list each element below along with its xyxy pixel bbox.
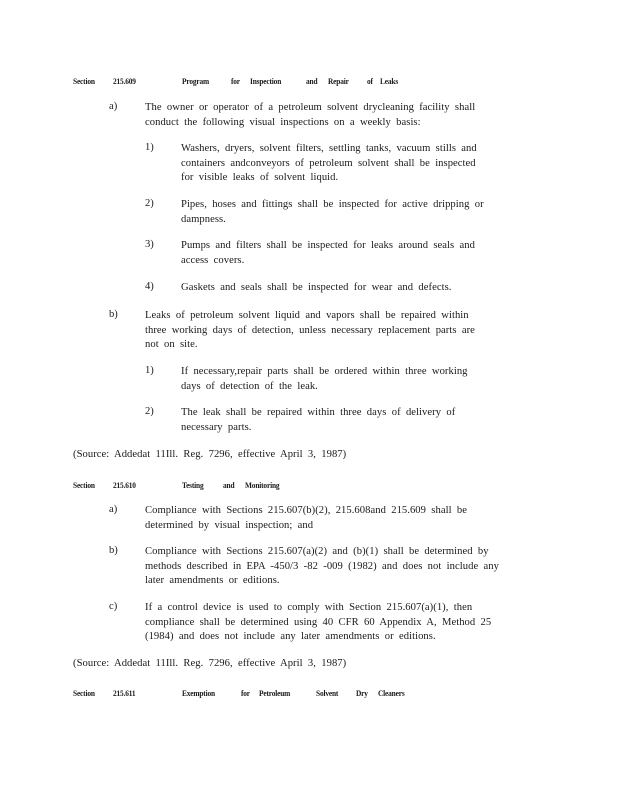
item-text: Pipes, hoses and fittings shall be inspected for active dripping or dampness.: [181, 199, 484, 225]
section-label: Section: [73, 480, 95, 490]
section-label: Section: [73, 76, 95, 86]
section-number: 215.609: [113, 76, 136, 86]
item-number: 1): [145, 365, 154, 376]
subsection-label: c): [109, 601, 118, 612]
subsection-text: Compliance with Sections 215.607(a)(2) and (b)(1) shall be determined by methods described in EPA -450/3 -82 -009 (1982) and does not include any later amendments or editions.: [145, 546, 499, 586]
section-title-word: Dry: [356, 688, 368, 698]
section-title-word: and: [306, 76, 318, 86]
section-number: 215.610: [113, 480, 136, 490]
item-number: 2): [145, 198, 154, 209]
section-title-word: for: [241, 688, 250, 698]
item-number: 4): [145, 281, 154, 292]
section-number: 215.611: [113, 688, 136, 698]
subsection-label: b): [109, 545, 118, 556]
subsection-text: The owner or operator of a petroleum solvent drycleaning facility shall conduct the following visual inspections on a weekly basis:: [145, 102, 476, 128]
section-title-word: Solvent: [316, 688, 339, 698]
subsection-label: b): [109, 309, 118, 320]
section-title-word: Cleaners: [378, 688, 405, 698]
item-text: The leak shall be repaired within three days of delivery of necessary parts.: [181, 407, 456, 433]
item-number: 1): [145, 142, 154, 153]
item-number: 3): [145, 239, 154, 250]
subsection-text: Compliance with Sections 215.607(b)(2), 215.608and 215.609 shall be determined by visual inspection; and: [145, 505, 467, 531]
section-title-word: of: [367, 76, 373, 86]
source-citation: (Source: Addedat 11Ill. Reg. 7296, effective April 3, 1987): [73, 449, 347, 460]
section-title-word: and: [223, 480, 235, 490]
section-title-word: Petroleum: [259, 688, 291, 698]
item-text: Pumps and filters shall be inspected for leaks around seals and access covers.: [181, 240, 475, 266]
subsection-text: If a control device is used to comply with Section 215.607(a)(1), then compliance shall be determined using 40 CFR 60 Appendix A, Method 25 (1984) and does not include any later amendments or editions.: [145, 602, 492, 642]
section-title-word: Monitoring: [245, 480, 280, 490]
section-title-word: Inspection: [250, 76, 282, 86]
section-label: Section: [73, 688, 95, 698]
source-citation: (Source: Addedat 11Ill. Reg. 7296, effective April 3, 1987): [73, 658, 347, 669]
item-text: Gaskets and seals shall be inspected for wear and defects.: [181, 282, 452, 293]
section-title-word: for: [231, 76, 240, 86]
section-title-word: Exemption: [182, 688, 215, 698]
section-title-word: Testing: [182, 480, 204, 490]
subsection-text: Leaks of petroleum solvent liquid and vapors shall be repaired within three working days of detection, unless necessary replacement parts are not on site.: [145, 310, 475, 350]
item-number: 2): [145, 406, 154, 417]
subsection-label: a): [109, 101, 118, 112]
section-title-word: Repair: [328, 76, 349, 86]
item-text: If necessary,repair parts shall be ordered within three working days of detection of the leak.: [181, 366, 468, 392]
section-title-word: Leaks: [380, 76, 399, 86]
section-title-word: Program: [182, 76, 209, 86]
subsection-label: a): [109, 504, 118, 515]
item-text: Washers, dryers, solvent filters, settling tanks, vacuum stills and containers andconveyors of petroleum solvent shall be inspected for visible leaks of solvent liquid.: [181, 143, 477, 183]
